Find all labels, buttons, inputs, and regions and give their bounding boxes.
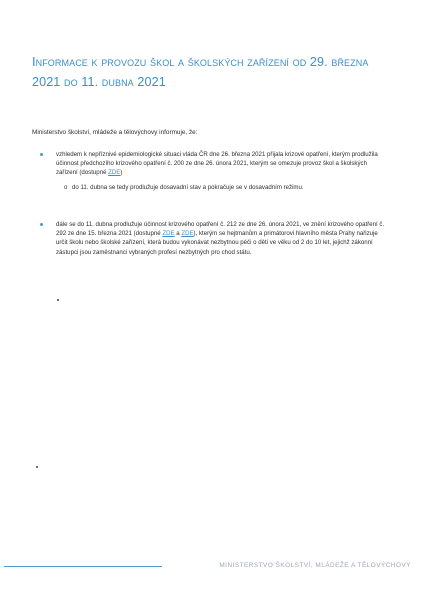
intro-text: Ministerstvo školství, mládeže a tělovýchovy informuje, že: [32, 129, 198, 136]
sub-item-1-text: do 11. dubna se tedy prodlužuje dosavadní stav a pokračuje se v dosavadním režimu. [72, 184, 304, 191]
scan-speck [36, 466, 38, 468]
bullet-2-part-2: ), kterým se hejtmanům a primátorovi hlavního města Prahy nařizuje určit školu nebo školské zařízení, která budou vykonávat nezbytnou péči o děti ve věku od 2 do 10 let, jejichž zákonní zástupci jsou zaměstnanci vybraných profesí nezbytných pro chod státu. [56, 230, 378, 256]
bullet-2-text [56, 220, 385, 257]
bullet-1-part-1: vzhledem k nepříznivé epidemiologické situaci vláda ČR dne 26. března 2021 přijala krizové opatření, kterým prodlužila účinnost předchozího krizového opatření č. 200 ze dne 26. února 2021, kterým se omezuje provoz škol a školských zařízení (dostupné [56, 151, 378, 177]
link-zde-1[interactable]: ZDE [108, 169, 121, 177]
footer-divider [4, 566, 162, 567]
bullet-1-part-2: ) [120, 169, 123, 177]
bullet-item-2 [40, 220, 385, 257]
bullet-dot-icon [40, 223, 43, 226]
page-title [32, 52, 392, 92]
bullet-dot-icon [40, 153, 43, 156]
bullet-1-text [56, 150, 385, 178]
title-line-2: 2021 do 11. dubna 2021 [32, 75, 166, 89]
bullet-2-part-1: dále se do 11. dubna prodlužuje účinnost krizového opatření č. 212 ze dne 26. února 2021, ve znění krizového opatření č. 292 ze dne 15. března 2021 (dostupné [56, 221, 385, 238]
bullet-item-1 [40, 150, 385, 178]
sub-item-1 [64, 183, 382, 192]
link-zde-3[interactable]: ZDE [181, 230, 194, 238]
title-line-1: Informace k provozu škol a školských zařízení od 29. března [32, 55, 369, 69]
sub-bullet-marker: o [64, 184, 68, 191]
bullet-2-mid: a [174, 230, 182, 238]
footer-ministry-name: MINISTERSTVO ŠKOLSTVÍ, MLÁDEŽE A TĚLOVÝCHOVY [219, 562, 411, 569]
link-zde-2[interactable]: ZDE [162, 230, 175, 238]
scan-speck [57, 299, 59, 301]
